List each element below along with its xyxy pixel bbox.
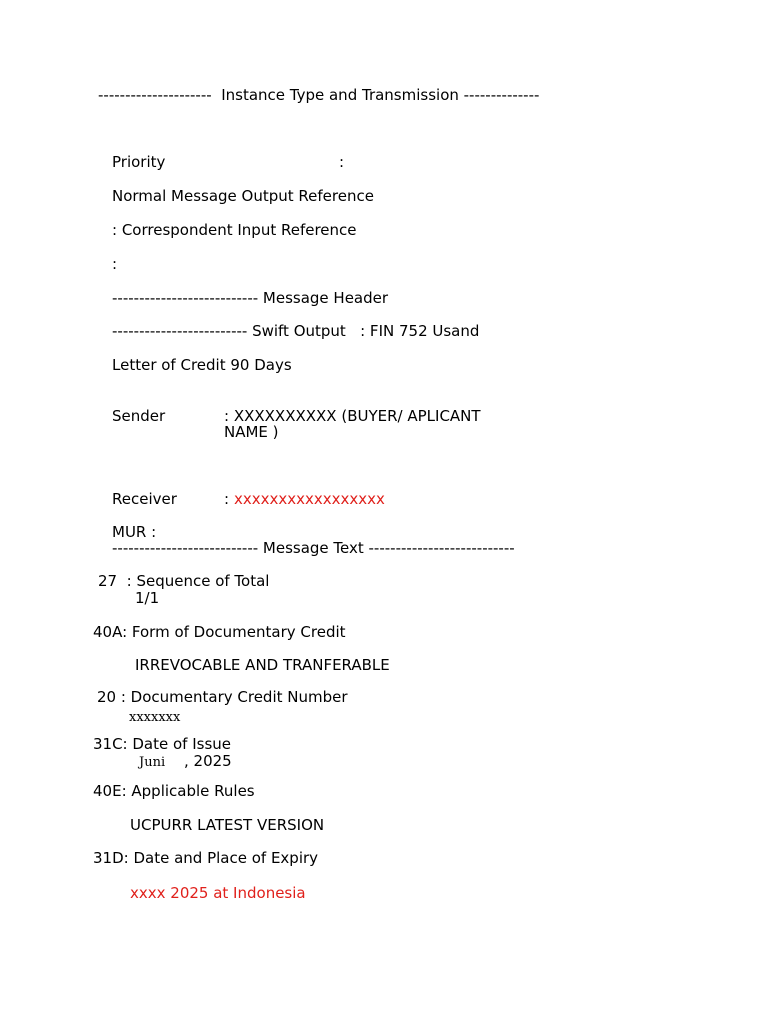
lone-colon: : xyxy=(112,255,118,273)
message-text-divider: --------------------------- Message Text --------------------------- xyxy=(112,539,515,557)
field-31c-label: 31C: Date of Issue xyxy=(93,735,232,753)
swift-output-line: ------------------------- Swift Output : FIN 752 Usand xyxy=(112,322,480,340)
field-31d-label: 31D: Date and Place of Expiry xyxy=(93,849,319,867)
section-header-instance-type: --------------------- Instance Type and Transmission -------------- xyxy=(98,86,540,104)
receiver-value: xxxxxxxxxxxxxxxxx xyxy=(234,490,385,508)
mur-label: MUR : xyxy=(112,523,157,541)
receiver-label: Receiver xyxy=(112,490,177,508)
field-31d-value: xxxx 2025 at Indonesia xyxy=(130,884,306,902)
message-header-divider: --------------------------- Message Header xyxy=(112,289,389,307)
normal-message-output-reference: Normal Message Output Reference xyxy=(112,187,374,205)
field-31c-year: , 2025 xyxy=(184,752,232,770)
field-40a-label: 40A: Form of Documentary Credit xyxy=(93,623,346,641)
field-20-value: xxxxxxx xyxy=(129,710,181,725)
sender-label: Sender xyxy=(112,407,166,425)
field-27-label: 27 : Sequence of Total xyxy=(98,572,270,590)
field-40a-value: IRREVOCABLE AND TRANFERABLE xyxy=(135,656,390,674)
letter-of-credit-line: Letter of Credit 90 Days xyxy=(112,356,292,374)
sender-value: : XXXXXXXXXX (BUYER/ APLICANT xyxy=(224,407,481,425)
sender-value-continued: NAME ) xyxy=(224,423,279,441)
correspondent-input-reference: : Correspondent Input Reference xyxy=(112,221,357,239)
receiver-colon: : xyxy=(224,490,230,508)
priority-label: Priority xyxy=(112,153,166,171)
field-31c-month: Juni xyxy=(139,755,166,770)
field-40e-label: 40E: Applicable Rules xyxy=(93,782,255,800)
field-40e-value: UCPURR LATEST VERSION xyxy=(130,816,325,834)
priority-colon: : xyxy=(339,153,345,171)
field-27-value: 1/1 xyxy=(135,589,160,607)
field-20-label: 20 : Documentary Credit Number xyxy=(97,688,348,706)
